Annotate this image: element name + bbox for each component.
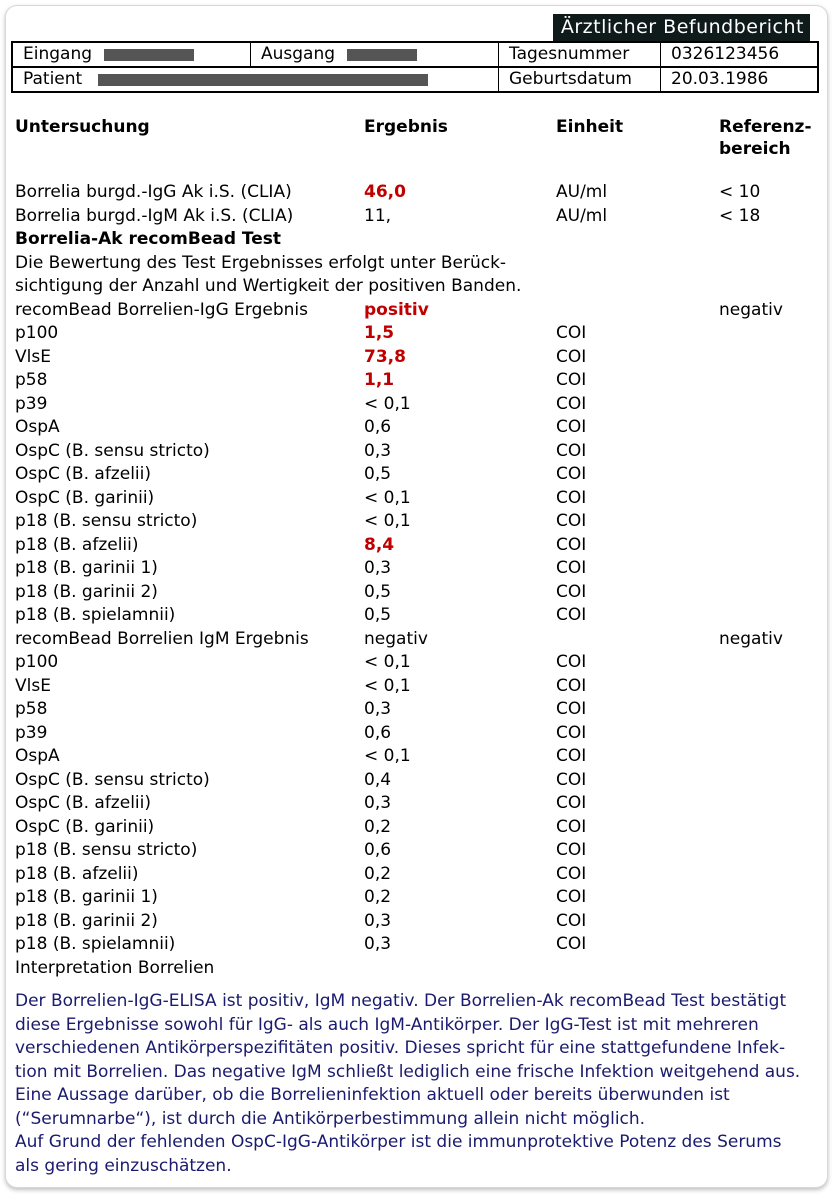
result-unit: AU/ml: [556, 182, 608, 202]
result-name: p18 (B. spielamnii): [15, 605, 176, 625]
result-value: 8,4: [364, 534, 395, 555]
result-row: [15, 910, 815, 934]
result-unit: COI: [556, 746, 587, 766]
result-row: [15, 510, 815, 534]
result-value: 0,5: [364, 581, 392, 602]
result-name: recomBead Borrelien IgM Ergebnis: [15, 628, 309, 649]
result-row: [15, 205, 815, 229]
result-unit: COI: [556, 675, 587, 696]
result-row: [15, 228, 815, 252]
result-row: [15, 628, 815, 652]
interpretation-line: Der Borrelien-IgG-ELISA ist positiv, IgM negativ. Der Borrelien-Ak recomBead Test bestätigt: [15, 991, 787, 1011]
result-unit: COI: [556, 323, 587, 343]
result-value: 46,0: [364, 182, 406, 202]
header-row-2: [11, 66, 819, 93]
result-name: p39: [15, 722, 48, 743]
result-unit: COI: [556, 722, 587, 743]
result-row: [15, 581, 815, 605]
result-row: [15, 957, 815, 981]
result-unit: COI: [556, 487, 587, 508]
result-value: 0,6: [364, 722, 392, 743]
interpretation-line: diese Ergebnisse sowohl für IgG- als auch IgM-Antikörper. Der IgG-Test ist mit mehreren: [15, 1014, 759, 1035]
interpretation-line: als gering einzuschätzen.: [15, 1155, 232, 1176]
result-value: 0,3: [364, 699, 392, 719]
interpretation-line: tion mit Borrelien. Das negative IgM schließt lediglich eine frische Infektion weitgehend aus.: [15, 1061, 801, 1082]
result-value: 0,3: [364, 558, 392, 578]
col-referenz-line2: bereich: [719, 139, 791, 159]
result-unit: COI: [556, 840, 587, 860]
result-row: [15, 886, 815, 910]
result-value: 0,5: [364, 464, 392, 484]
result-name: OspC (B. afzelii): [15, 464, 151, 484]
ausgang-cell: [251, 43, 499, 66]
result-unit: COI: [556, 393, 587, 414]
result-name: p18 (B. spielamnii): [15, 934, 176, 954]
result-value: 0,3: [364, 440, 392, 461]
geburtsdatum-value: 20.03.1986: [671, 69, 769, 89]
result-unit: COI: [556, 370, 587, 390]
result-name: OspC (B. garinii): [15, 487, 155, 508]
result-value: 73,8: [364, 346, 406, 367]
result-name: p18 (B. garinii 2): [15, 910, 158, 931]
result-row: [15, 698, 815, 722]
report-title: Ärztlicher Befundbericht: [553, 14, 810, 42]
result-name: p18 (B. sensu stricto): [15, 511, 198, 531]
result-name: sichtigung der Anzahl und Wertigkeit der positiven Banden.: [15, 276, 522, 296]
result-row: [15, 346, 815, 370]
result-name: VlsE: [15, 346, 51, 367]
col-untersuchung: Untersuchung: [15, 117, 150, 137]
result-value: < 0,1: [364, 511, 411, 531]
result-value: 1,1: [364, 370, 395, 390]
interpretation-line: Auf Grund der fehlenden OspC-IgG-Antikörper ist die immunprotektive Potenz des Serums: [15, 1132, 782, 1152]
result-value: 0,5: [364, 605, 392, 625]
result-reference: negativ: [719, 299, 783, 320]
result-name: p18 (B. garinii 1): [15, 558, 158, 578]
result-name: p18 (B. garinii 1): [15, 887, 158, 907]
result-row: [15, 252, 815, 276]
result-unit: COI: [556, 699, 587, 719]
ausgang-label: Ausgang: [261, 44, 336, 64]
result-row: [15, 769, 815, 793]
result-row: [15, 299, 815, 323]
result-name: p18 (B. garinii 2): [15, 581, 158, 602]
result-unit: COI: [556, 816, 587, 837]
result-row: [15, 792, 815, 816]
results-table: [15, 181, 815, 980]
interpretation-line: verschiedenen Antikörperspezifitäten positiv. Dieses spricht für eine stattgefundene Infek-: [15, 1038, 786, 1058]
result-name: OspC (B. sensu stricto): [15, 440, 210, 461]
result-name: p58: [15, 370, 48, 390]
result-name: Borrelia burgd.-IgG Ak i.S. (CLIA): [15, 182, 292, 202]
result-row: [15, 745, 815, 769]
result-row: [15, 322, 815, 346]
tagesnummer-label: Tagesnummer: [499, 43, 661, 66]
result-row: [15, 369, 815, 393]
result-value: 0,2: [364, 816, 392, 837]
result-unit: COI: [556, 910, 587, 931]
result-unit: COI: [556, 887, 587, 907]
result-name: OspC (B. afzelii): [15, 793, 151, 813]
result-unit: COI: [556, 652, 587, 672]
eingang-redacted: [104, 49, 194, 61]
result-name: p58: [15, 699, 48, 719]
interpretation-text: [15, 990, 820, 1178]
result-unit: AU/ml: [556, 205, 608, 226]
result-row: [15, 604, 815, 628]
result-unit: COI: [556, 440, 587, 461]
result-reference: < 10: [719, 182, 761, 202]
interpretation-line: (“Serumnarbe“), ist durch die Antikörperbestimmung allein nicht möglich.: [15, 1108, 646, 1129]
patient-label: Patient: [23, 69, 83, 89]
result-name: recomBead Borrelien-IgG Ergebnis: [15, 299, 308, 320]
result-unit: COI: [556, 934, 587, 954]
result-value: 0,3: [364, 934, 392, 954]
result-name: Interpretation Borrelien: [15, 957, 215, 978]
result-unit: COI: [556, 581, 587, 602]
result-name: Borrelia-Ak recomBead Test: [15, 229, 282, 249]
result-value: 0,4: [364, 769, 392, 790]
result-name: VlsE: [15, 675, 51, 696]
result-row: [15, 534, 815, 558]
result-value: 0,6: [364, 417, 392, 437]
result-unit: COI: [556, 511, 587, 531]
eingang-label: Eingang: [23, 44, 93, 64]
col-ergebnis: Ergebnis: [364, 117, 448, 137]
result-row: [15, 275, 815, 299]
result-reference: < 18: [719, 205, 761, 226]
result-name: p39: [15, 393, 48, 414]
result-name: p100: [15, 652, 59, 672]
result-value: 0,3: [364, 910, 392, 931]
result-value: < 0,1: [364, 393, 411, 414]
result-row: [15, 839, 815, 863]
result-row: [15, 933, 815, 957]
result-name: OspA: [15, 417, 60, 437]
result-name: OspC (B. garinii): [15, 816, 155, 837]
result-value: 11,: [364, 205, 392, 226]
col-einheit: Einheit: [556, 117, 624, 137]
result-name: Die Bewertung des Test Ergebnisses erfolgt unter Berück-: [15, 252, 507, 273]
result-row: [15, 181, 815, 205]
interpretation-line: Eine Aussage darüber, ob die Borrelieninfektion aktuell oder bereits überwunden ist: [15, 1085, 730, 1105]
result-value: 0,3: [364, 793, 392, 813]
eingang-cell: [13, 43, 251, 66]
patient-cell: [13, 68, 499, 91]
result-value: negativ: [364, 628, 428, 649]
result-row: [15, 722, 815, 746]
result-row: [15, 863, 815, 887]
result-value: 1,5: [364, 323, 395, 343]
patient-redacted: [98, 74, 428, 86]
result-row: [15, 393, 815, 417]
result-reference: negativ: [719, 628, 783, 649]
result-unit: COI: [556, 558, 587, 578]
result-row: [15, 440, 815, 464]
result-name: Borrelia burgd.-IgM Ak i.S. (CLIA): [15, 205, 294, 226]
result-unit: COI: [556, 464, 587, 484]
geburtsdatum-label: Geburtsdatum: [499, 68, 661, 91]
result-unit: COI: [556, 417, 587, 437]
result-unit: COI: [556, 769, 587, 790]
result-name: OspA: [15, 746, 60, 766]
result-row: [15, 487, 815, 511]
result-unit: COI: [556, 346, 587, 367]
result-row: [15, 416, 815, 440]
col-referenz-line1: Referenz-: [719, 117, 812, 137]
result-value: positiv: [364, 299, 429, 320]
result-value: 0,2: [364, 863, 392, 884]
result-row: [15, 675, 815, 699]
result-name: p18 (B. afzelii): [15, 863, 139, 884]
result-name: p100: [15, 323, 59, 343]
result-row: [15, 816, 815, 840]
result-unit: COI: [556, 863, 587, 884]
tagesnummer-value: 0326123456: [671, 44, 780, 64]
result-name: OspC (B. sensu stricto): [15, 769, 210, 790]
col-referenzbereich: [719, 116, 812, 160]
result-unit: COI: [556, 605, 587, 625]
result-name: p18 (B. afzelii): [15, 534, 139, 555]
result-unit: COI: [556, 793, 587, 813]
ausgang-redacted: [347, 49, 417, 61]
result-value: < 0,1: [364, 746, 411, 766]
result-row: [15, 651, 815, 675]
result-name: p18 (B. sensu stricto): [15, 840, 198, 860]
result-row: [15, 557, 815, 581]
result-row: [15, 463, 815, 487]
result-value: 0,6: [364, 840, 392, 860]
result-value: < 0,1: [364, 487, 411, 508]
result-unit: COI: [556, 534, 587, 555]
result-value: 0,2: [364, 887, 392, 907]
result-value: < 0,1: [364, 675, 411, 696]
result-value: < 0,1: [364, 652, 411, 672]
header-row-1: [11, 41, 819, 66]
